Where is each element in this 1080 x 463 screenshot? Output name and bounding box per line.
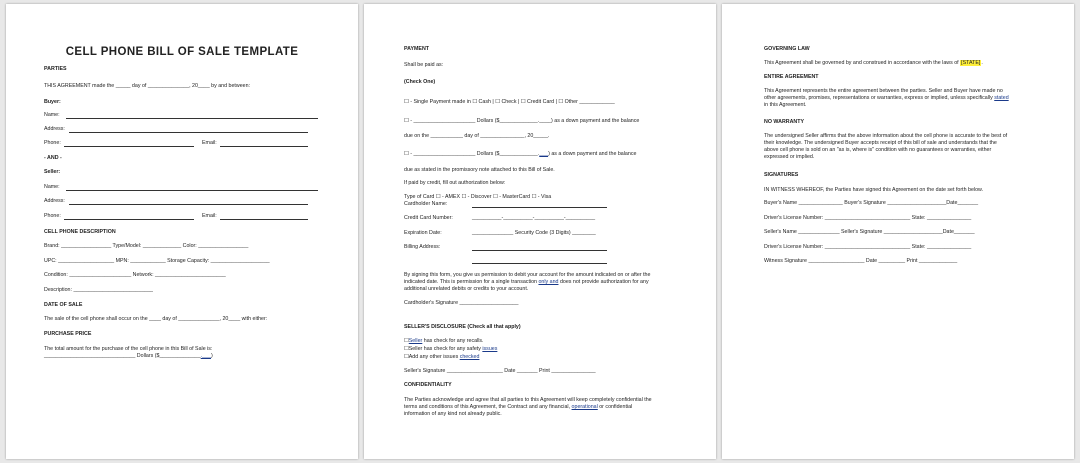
- buyer-name-label: Name:: [44, 112, 60, 118]
- witness-signature-line[interactable]: Witness Signature ___________________ Date _________ Print _____________: [764, 258, 958, 264]
- warranty-line-4: expressed or implied.: [764, 154, 815, 160]
- no-warranty-heading: NO WARRANTY: [764, 119, 805, 125]
- disclosure-recalls[interactable]: [404, 338, 484, 345]
- entire-line-1: This Agreement represents the entire agreement between the parties. Seller and Buyer have made no: [764, 88, 1003, 94]
- buyer-signature-line[interactable]: Buyer's Name _______________ Buyer's Signature ____________________Date_______: [764, 200, 979, 206]
- seller-address-label: Address:: [44, 198, 65, 204]
- authz-2-text: indicated date. This is permission for a single transaction: [404, 279, 539, 285]
- seller-email-line[interactable]: [220, 219, 308, 220]
- agreement-line: THIS AGREEMENT made the _____ day of ______________, 20____ by and between:: [44, 83, 251, 89]
- payment-heading: PAYMENT: [404, 46, 430, 52]
- buyer-address-line[interactable]: [69, 132, 308, 133]
- seller-phone-label: Phone:: [44, 213, 61, 219]
- entire-agreement-heading: ENTIRE AGREEMENT: [764, 74, 819, 80]
- law-text: This Agreement shall be governed by and construed in accordance with the laws of: [764, 60, 961, 66]
- disc1-seller: Seller: [408, 338, 423, 344]
- confidentiality-line-3: information of any kind not already public.: [404, 411, 502, 417]
- expiration-blank[interactable]: ______________ Security Code (3 Digits) ________: [472, 230, 596, 236]
- document-title: CELL PHONE BILL OF SALE TEMPLATE: [65, 46, 299, 58]
- brand-line[interactable]: Brand: _________________ Type/Model: _____________ Color: _________________: [44, 243, 249, 249]
- authz-2-underlined: only and: [538, 279, 559, 285]
- buyer-phone-line[interactable]: [64, 146, 194, 147]
- price-cents: .___: [200, 353, 212, 359]
- price-close: ): [211, 353, 213, 359]
- disc1-rest: has check for any recalls.: [422, 338, 484, 344]
- disc2-text: ☐Seller has check for any safety: [404, 346, 483, 352]
- buyer-heading: Buyer:: [44, 99, 61, 105]
- witness-whereof: IN WITNESS WHEREOF, the Parties have signed this Agreement on the date set forth below.: [764, 187, 984, 193]
- seller-license-line[interactable]: Driver's License Number: _____________________________ State: _______________: [764, 244, 972, 250]
- buyer-email-line[interactable]: [220, 146, 308, 147]
- entire-2-underlined: stated: [994, 95, 1009, 101]
- authz-2-rest: does not provide authorization for any: [558, 279, 649, 285]
- due-promissory-line: due as stated in the promissory note attached to this Bill of Sale.: [404, 167, 555, 173]
- single-payment-option[interactable]: ☐ - Single Payment made in ☐ Cash | ☐ Check | ☐ Credit Card | ☐ Other ____________: [404, 99, 615, 105]
- billing-address-line-1[interactable]: [472, 250, 607, 251]
- seller-signature-line[interactable]: Seller's Signature ___________________ Date _______ Print _______________: [404, 368, 596, 374]
- down2-cents: ___: [539, 151, 549, 157]
- sellers-disclosure-heading: SELLER'S DISCLOSURE (Check all that apply): [404, 324, 521, 330]
- seller-phone-line[interactable]: [64, 219, 194, 220]
- seller-name-label: Name:: [44, 184, 60, 190]
- buyer-phone-label: Phone:: [44, 140, 61, 146]
- down-payment-option-1[interactable]: ☐ - _____________________ Dollars ($_____________.____) as a down payment and the balance: [404, 118, 640, 124]
- authorization-line-2: [404, 279, 649, 286]
- governing-law-heading: GOVERNING LAW: [764, 46, 810, 52]
- confidentiality-line-1: The Parties acknowledge and agree that all parties to this Agreement will keep completely confidential the: [404, 397, 652, 403]
- entire-line-2: [764, 95, 1009, 102]
- warranty-line-1: The undersigned Seller affirms that the above information about the cell phone is accurate to the best of: [764, 133, 1008, 139]
- disc2-issues: issues: [482, 346, 498, 352]
- card-number-blank[interactable]: __________-__________-__________-__________: [472, 215, 596, 221]
- and-separator: - AND -: [44, 155, 62, 161]
- expiration-label: Expiration Date:: [404, 230, 442, 236]
- check-one: (Check One): [404, 79, 436, 85]
- document-page-3: [722, 4, 1074, 459]
- seller-heading: Seller:: [44, 169, 61, 175]
- seller-address-line[interactable]: [69, 204, 308, 205]
- signatures-heading: SIGNATURES: [764, 172, 799, 178]
- disc3-text: ☐Add any other issues: [404, 354, 460, 360]
- disclosure-other[interactable]: [404, 354, 479, 361]
- conf-2-underlined: operational: [571, 404, 598, 410]
- document-page-1: [6, 4, 358, 459]
- seller-email-label: Email:: [202, 213, 217, 219]
- warranty-line-2: their knowledge. The undersigned Buyer accepts receipt of this bill of sale and understands that the: [764, 140, 997, 146]
- down2-end: ) as a down payment and the balance: [548, 151, 637, 157]
- purchase-price-line1: The total amount for the purchase of the cell phone in this Bill of Sale is:: [44, 346, 213, 352]
- card-number-label: Credit Card Number:: [404, 215, 453, 221]
- buyer-license-line[interactable]: Driver's License Number: _____________________________ State: _______________: [764, 215, 972, 221]
- price-dollars: _______________________________ Dollars ($______________: [44, 353, 201, 359]
- authorization-line-1: By signing this form, you give us permission to debit your account for the amount indicated on or after the: [404, 272, 651, 278]
- description-line[interactable]: Description: ___________________________: [44, 287, 153, 293]
- parties-heading: PARTIES: [44, 66, 67, 72]
- state-placeholder[interactable]: [STATE]: [961, 60, 981, 66]
- shall-be-paid: Shall be paid as:: [404, 62, 444, 68]
- disclosure-safety[interactable]: [404, 346, 497, 353]
- seller-name-line[interactable]: [66, 190, 318, 191]
- conf-2-text: terms and conditions of this Agreement, the Contract and any financial,: [404, 404, 572, 410]
- billing-address-label: Billing Address:: [404, 244, 441, 250]
- down-payment-option-2[interactable]: [404, 151, 636, 158]
- law-end: .: [981, 60, 983, 66]
- confidentiality-line-2: [404, 404, 632, 411]
- entire-2-text: other agreements, promises, representations or warranties, express or implied, unless specifically: [764, 95, 995, 101]
- conf-2-rest: or confidential: [597, 404, 633, 410]
- buyer-name-line[interactable]: [66, 118, 318, 119]
- cardholder-name-label: Cardholder Name:: [404, 201, 448, 207]
- due-on-line: due on the ___________ day of _______________, 20_____.: [404, 133, 550, 139]
- cardholder-signature[interactable]: Cardholder's Signature ____________________: [404, 300, 519, 306]
- checkbox-icon[interactable]: ☐: [404, 338, 409, 344]
- date-of-sale-line[interactable]: The sale of the cell phone shall occur on the ____ day of ______________, 20____ with either:: [44, 316, 268, 322]
- cardholder-name-line[interactable]: [472, 207, 607, 208]
- entire-line-3: in this Agreement.: [764, 102, 807, 108]
- credit-instructions: If paid by credit, fill out authorization below:: [404, 180, 506, 186]
- buyer-address-label: Address:: [44, 126, 65, 132]
- date-of-sale-heading: DATE OF SALE: [44, 302, 83, 308]
- disc3-checked: checked: [459, 354, 480, 360]
- document-page-2: [364, 4, 716, 459]
- condition-line[interactable]: Condition: _____________________ Network: ________________________: [44, 272, 226, 278]
- confidentiality-heading: CONFIDENTIALITY: [404, 382, 452, 388]
- governing-law-line: [764, 60, 983, 67]
- description-heading: CELL PHONE DESCRIPTION: [44, 229, 116, 235]
- purchase-price-line2[interactable]: [44, 353, 213, 360]
- seller-signature-block[interactable]: Seller's Name ______________ Seller's Signature ____________________Date_______: [764, 229, 975, 235]
- purchase-price-heading: PURCHASE PRICE: [44, 331, 92, 337]
- card-type-options[interactable]: Type of Card ☐ - AMEX ☐ - Discover ☐ - MasterCard ☐ - Visa: [404, 194, 552, 200]
- upc-line[interactable]: UPC: ___________________ MPN: ____________ Storage Capacity: ____________________: [44, 258, 270, 264]
- warranty-line-3: above cell phone is sold on an "as is, where is" condition with no guarantees or warranties, either: [764, 147, 992, 153]
- authorization-line-3: additional unrelated debits or credits to your account.: [404, 286, 529, 292]
- billing-address-line-2[interactable]: [472, 263, 607, 264]
- down2-start: ☐ - _____________________ Dollars ($_____________.: [404, 151, 540, 157]
- buyer-email-label: Email:: [202, 140, 217, 146]
